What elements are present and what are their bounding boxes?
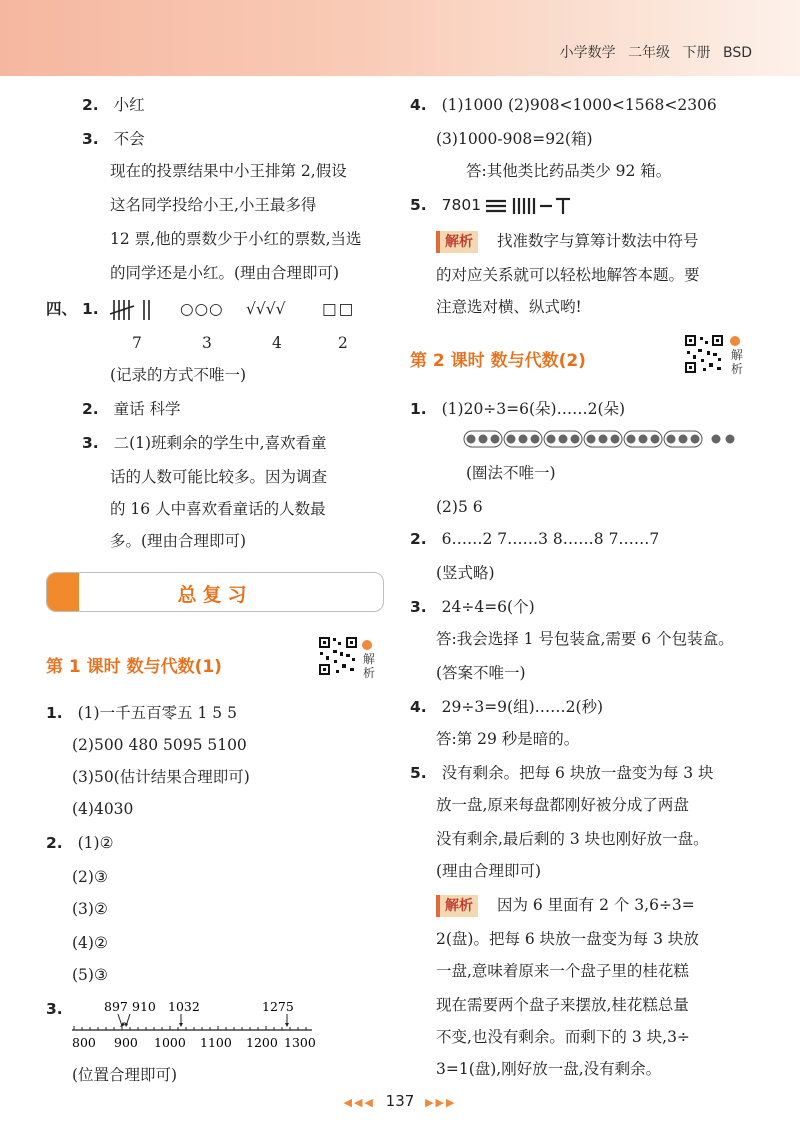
- text-line: 答:我会选择 1 号包装盒,需要 6 个包装盒。: [436, 630, 734, 648]
- text-line: (3)50(估计结果合理即可): [72, 768, 250, 786]
- text-line: (圈法不唯一): [466, 464, 556, 482]
- tick-label: 1300: [284, 1035, 316, 1050]
- squares-record: □□: [322, 300, 356, 318]
- play-icon: [730, 336, 740, 346]
- header-text: [560, 42, 752, 62]
- mark-label: 1275: [262, 999, 294, 1014]
- text-line: 2(盘)。把每 6 块放一盘变为每 3 块放: [436, 930, 699, 948]
- next-arrows-icon: ▶▶▶: [425, 1096, 457, 1109]
- text-line: 话的人数可能比较多。因为调查: [110, 468, 328, 486]
- right-q4: 4. (1)1000 (2)908<1000<1568<2306: [410, 96, 717, 114]
- text-line: 的同学还是小红。(理由合理即可): [110, 264, 340, 282]
- lesson-2-title: 第 2 课时 数与代数(2): [410, 351, 586, 371]
- count-value: 2: [338, 334, 348, 352]
- text-line: 多。(理由合理即可): [110, 532, 247, 550]
- right-q5: 5. 7801: [410, 196, 482, 214]
- count-value: 7: [132, 334, 142, 352]
- text-line: 一盘,意味着原来一个盘子里的桂花糕: [436, 962, 689, 980]
- tally-marks-icon: [110, 298, 160, 322]
- text-line: 这名同学投给小王,小王最多得: [110, 196, 317, 214]
- lesson2-q3: 3. 24÷4=6(个): [410, 598, 535, 616]
- qr-code-icon[interactable]: [684, 334, 724, 374]
- text-line: (2)500 480 5095 5100: [72, 736, 247, 754]
- text-line: (记录的方式不唯一): [110, 366, 247, 384]
- qr-label: 解析: [362, 652, 375, 680]
- lesson2-q5: 5. 没有剩余。把每 6 块放一盘变为每 3 块: [410, 764, 714, 782]
- text-line: (答案不唯一): [436, 664, 526, 682]
- banner-title: 总复习: [177, 584, 253, 606]
- text-line: (2)5 6: [436, 498, 483, 516]
- text-line: 3=1(盘),刚好放一盘,没有剩余。: [436, 1060, 662, 1078]
- lesson1-q2: 2. (1)②: [46, 834, 114, 852]
- text-line: (竖式略): [436, 564, 495, 582]
- analysis-block: 解析 因为 6 里面有 2 个 3,6÷3=: [436, 894, 695, 917]
- header-grade: 二年级: [628, 45, 671, 61]
- text-line: 的 16 人中喜欢看童话的人数最: [110, 500, 326, 518]
- count-value: 4: [272, 334, 282, 352]
- checks-record: √√√√: [246, 300, 286, 318]
- page-header: [0, 0, 800, 76]
- mark-label: 897: [104, 999, 128, 1014]
- play-icon: [362, 640, 372, 650]
- lesson2-q2: 2. 6……2 7……3 8……8 7……7: [410, 530, 660, 548]
- header-subject: 小学数学: [559, 45, 616, 61]
- prev-arrows-icon: ◀◀◀: [343, 1096, 375, 1109]
- text-line: (3)②: [72, 900, 108, 918]
- text-line: (4)②: [72, 934, 108, 952]
- tick-label: 1100: [200, 1035, 232, 1050]
- number-line: [72, 999, 316, 1060]
- section4-q2: 2. 童话 科学: [82, 400, 181, 418]
- lesson2-q1: 1. (1)20÷3=6(朵)……2(朵): [410, 400, 626, 418]
- text-line: 答:第 29 秒是暗的。: [436, 730, 580, 748]
- section4-q3: 3. 二(1)班剩余的学生中,喜欢看童: [82, 434, 327, 452]
- analysis-block: 解析 找准数字与算筹计数法中符号: [436, 230, 698, 253]
- text-line: (2)③: [72, 868, 108, 886]
- text-line: (5)③: [72, 966, 108, 984]
- text-line: 答:其他类比药品类少 92 箱。: [466, 162, 672, 180]
- analysis-tag: 解析: [436, 231, 478, 253]
- tick-label: 1200: [246, 1035, 278, 1050]
- text-line: (位置合理即可): [72, 1066, 178, 1084]
- text-line: (4)4030: [72, 800, 134, 818]
- mark-label: 1032: [168, 999, 200, 1014]
- left-item-2: 2. 小红: [82, 96, 145, 114]
- text-line: 现在需要两个盘子来摆放,桂花糕总量: [436, 996, 689, 1014]
- lesson2-q4: 4. 29÷3=9(组)……2(秒): [410, 698, 604, 716]
- tick-label: 1000: [154, 1035, 186, 1050]
- text-line: 没有剩余,最后剩的 3 块也刚好放一盘。: [436, 830, 709, 848]
- circles-record: ○○○: [180, 300, 224, 318]
- mark-label: 910: [132, 999, 156, 1014]
- header-volume: 下册: [682, 45, 711, 61]
- qr-label: 解析: [730, 348, 743, 376]
- tick-label: 900: [114, 1035, 138, 1050]
- text-line: 的对应关系就可以轻松地解答本题。要: [436, 266, 700, 284]
- lesson1-q3-num: 3.: [46, 1000, 63, 1018]
- analysis-tag: 解析: [436, 895, 478, 917]
- left-item-3: 3. 不会: [82, 130, 145, 148]
- section4-q1-num: 1.: [82, 300, 99, 318]
- page-number: 137: [385, 1092, 415, 1110]
- page-footer: [0, 1092, 800, 1110]
- count-value: 3: [202, 334, 212, 352]
- section-label: 四、: [46, 300, 78, 318]
- header-edition: BSD: [722, 45, 752, 61]
- section-banner: [46, 572, 384, 612]
- text-line: (理由合理即可): [436, 862, 542, 880]
- counting-rods-icon: [484, 196, 574, 216]
- text-line: 放一盘,原来每盘都刚好被分成了两盘: [436, 796, 689, 814]
- lesson1-q1: 1. (1)一千五百零五 1 5 5: [46, 704, 237, 722]
- text-line: (3)1000-908=92(箱): [436, 130, 593, 148]
- text-line: 12 票,他的票数少于小红的票数,当选: [110, 230, 362, 248]
- text-line: 现在的投票结果中小王排第 2,假设: [110, 162, 347, 180]
- tick-label: 800: [72, 1035, 96, 1050]
- text-line: 不变,也没有剩余。而剩下的 3 块,3÷: [436, 1028, 690, 1046]
- flower-grouping-icon: [462, 428, 744, 450]
- text-line: 注意选对横、纵式哟!: [436, 298, 582, 316]
- lesson-1-title: 第 1 课时 数与代数(1): [46, 657, 222, 677]
- qr-code-icon[interactable]: [318, 636, 358, 676]
